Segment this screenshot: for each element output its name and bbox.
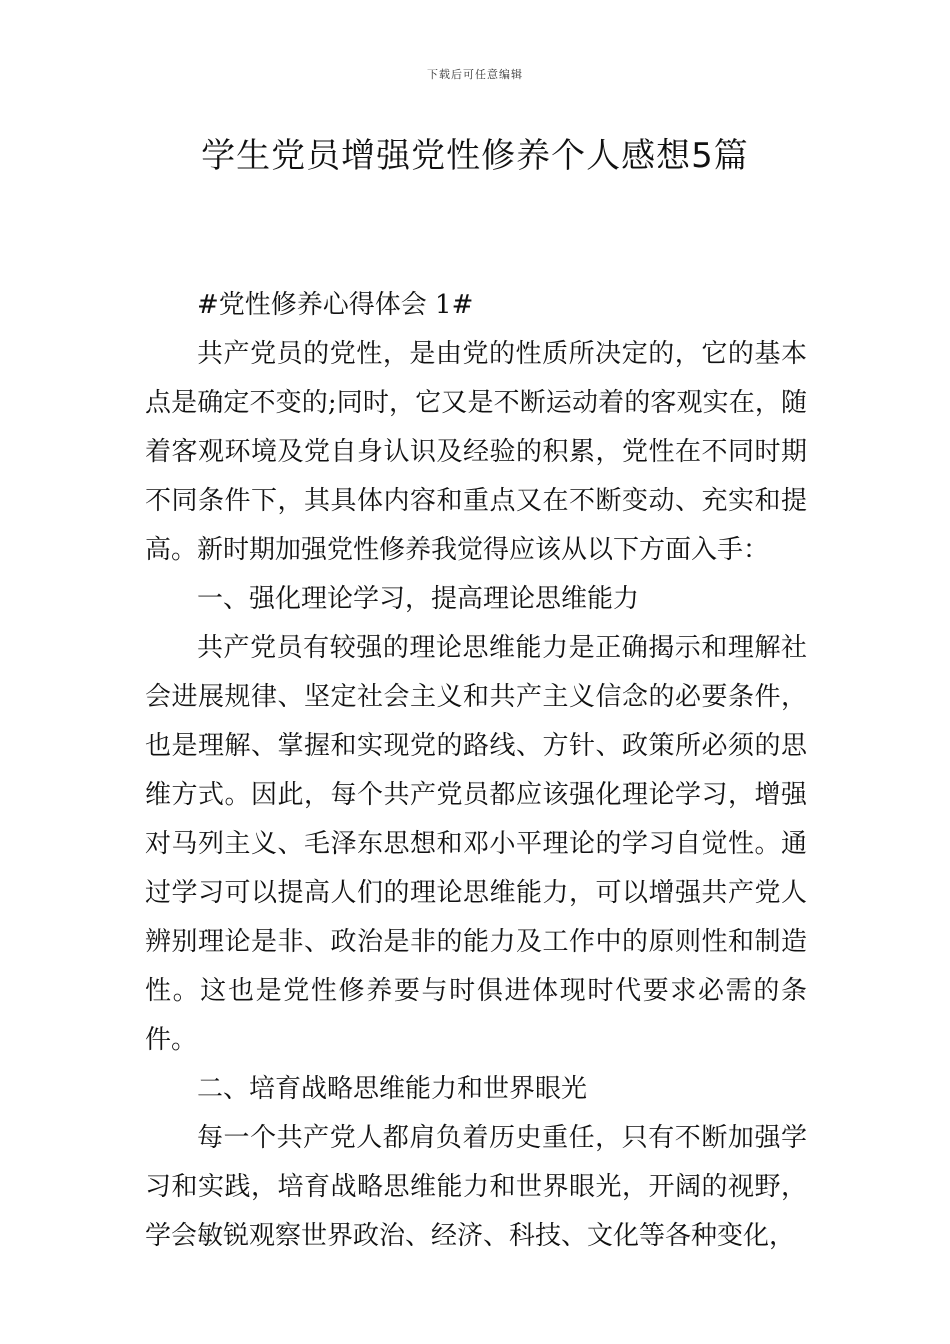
- subheading-theory-study: 一、强化理论学习，提高理论思维能力: [197, 584, 640, 614]
- paragraph-intro: 共产党员的党性，是由党的性质所决定的，它的基本点是确定不变的;同时，它又是不断运动着的客观实在，随着客观环境及党自身认识及经验的积累，党性在不同时期不同条件下，其具体内容和重点又在不断变动、充实和提高。新时期加强党性修养我觉得应该从以下方面入手：: [145, 339, 807, 565]
- subheading-strategic-thinking: 二、培育战略思维能力和世界眼光: [197, 1074, 588, 1104]
- section-heading-1: #党性修养心得体会 1#: [197, 290, 474, 320]
- document-body: [145, 281, 807, 1261]
- document-title: 学生党员增强党性修养个人感想5篇: [201, 136, 749, 176]
- paragraph-strategic-thinking: 每一个共产党人都肩负着历史重任，只有不断加强学习和实践，培育战略思维能力和世界眼光，开阔的视野，学会敏锐观察世界政治、经济、科技、文化等各种变化，: [145, 1123, 807, 1251]
- paragraph-theory-study: 共产党员有较强的理论思维能力是正确揭示和理解社会进展规律、坚定社会主义和共产主义信念的必要条件，也是理解、掌握和实现党的路线、方针、政策所必须的思维方式。因此，每个共产党员都应该强化理论学习，增强对马列主义、毛泽东思想和邓小平理论的学习自觉性。通过学习可以提高人们的理论思维能力，可以增强共产党人辨别理论是非、政治是非的能力及工作中的原则性和制造性。这也是党性修养要与时俱进体现时代要求必需的条件。: [145, 633, 807, 1055]
- header-note: 下载后可任意编辑: [427, 68, 523, 81]
